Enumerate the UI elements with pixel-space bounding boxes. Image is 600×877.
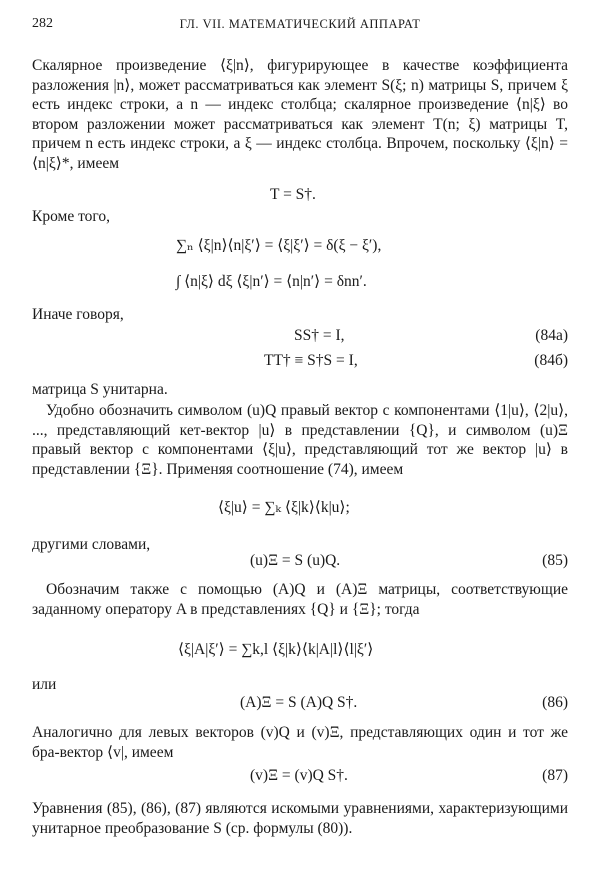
equation-t-equals-s-dagger: T = S†.	[270, 186, 316, 203]
paragraph-or: или	[32, 676, 57, 693]
equation-xi-u-expansion: ⟨ξ|u⟩ = ∑ₖ ⟨ξ|k⟩⟨k|u⟩;	[218, 499, 350, 516]
paragraph-operator-matrices: Обозначим также с помощью (A)Q и (A)Ξ матрицы, соответствующие заданному оператору A в представлениях {Q} и {Ξ}; тогда	[32, 581, 568, 618]
paragraph-matrix-unitary: матрица S унитарна.	[32, 381, 168, 398]
paragraph-conclusion: Уравнения (85), (86), (87) являются искомыми уравнениями, характеризующими унитарное преобразование S (ср. формулы (80)).	[32, 800, 568, 837]
equation-operator-transform: ⟨ξ|A|ξ′⟩ = ∑k,l ⟨ξ|k⟩⟨k|A|l⟩⟨l|ξ′⟩	[178, 641, 374, 658]
paragraph-left-vectors: Аналогично для левых векторов (v)Q и (v)Ξ, представляющих один и тот же бра-вектор ⟨v|, имеем	[32, 724, 568, 761]
page-number: 282	[32, 16, 53, 31]
equation-number-86: (86)	[542, 694, 568, 711]
equation-number-87: (87)	[542, 767, 568, 784]
equation-orthonormality-integral: ∫ ⟨n|ξ⟩ dξ ⟨ξ|n′⟩ = ⟨n|n′⟩ = δnn′.	[176, 273, 367, 290]
paragraph-other-words: другими словами,	[32, 536, 151, 553]
equation-85: (u)Ξ = S (u)Q.	[250, 552, 341, 569]
paragraph-scalar-product: Скалярное произведение ⟨ξ|n⟩, фигурирующее в качестве коэффициента разложения |n⟩, может рассматриваться как элемент S(ξ; n) матрицы S, причем ξ есть индекс строки, а n — индекс столбца; скалярное произведение ⟨n|ξ⟩ во втором разложении может рассматриваться как элемент T(n; ξ) матрицы T, причем n есть индекс строки, а ξ — индекс столбца. Впрочем, поскольку ⟨ξ|n⟩ = ⟨n|ξ⟩*, имеем	[32, 57, 568, 172]
equation-completeness-sum: ∑ₙ ⟨ξ|n⟩⟨n|ξ′⟩ = ⟨ξ|ξ′⟩ = δ(ξ − ξ′),	[176, 237, 382, 254]
running-head: ГЛ. VII. МАТЕМАТИЧЕСКИЙ АППАРАТ	[179, 17, 421, 31]
paragraph-right-vectors: Удобно обозначить символом (u)Q правый вектор с компонентами ⟨1|u⟩, ⟨2|u⟩, ..., представляющий кет-вектор |u⟩ в представлении {Q}, и символом (u)Ξ правый вектор с компонентами ⟨ξ|u⟩, представляющий тот же вектор |u⟩ в представлении {Ξ}. Применяя соотношение (74), имеем	[32, 402, 568, 478]
paragraph-in-other-words: Иначе говоря,	[32, 306, 124, 323]
equation-84a: SS† = I,	[294, 327, 345, 344]
equation-86: (A)Ξ = S (A)Q S†.	[240, 694, 358, 711]
equation-number-84b: (84б)	[534, 352, 568, 369]
paragraph-moreover: Кроме того,	[32, 208, 111, 225]
page-header	[32, 16, 568, 36]
equation-number-84a: (84а)	[535, 327, 568, 344]
equation-84b: TT† ≡ S†S = I,	[264, 352, 358, 369]
equation-87: (v)Ξ = (v)Q S†.	[250, 767, 348, 784]
equation-number-85: (85)	[542, 552, 568, 569]
